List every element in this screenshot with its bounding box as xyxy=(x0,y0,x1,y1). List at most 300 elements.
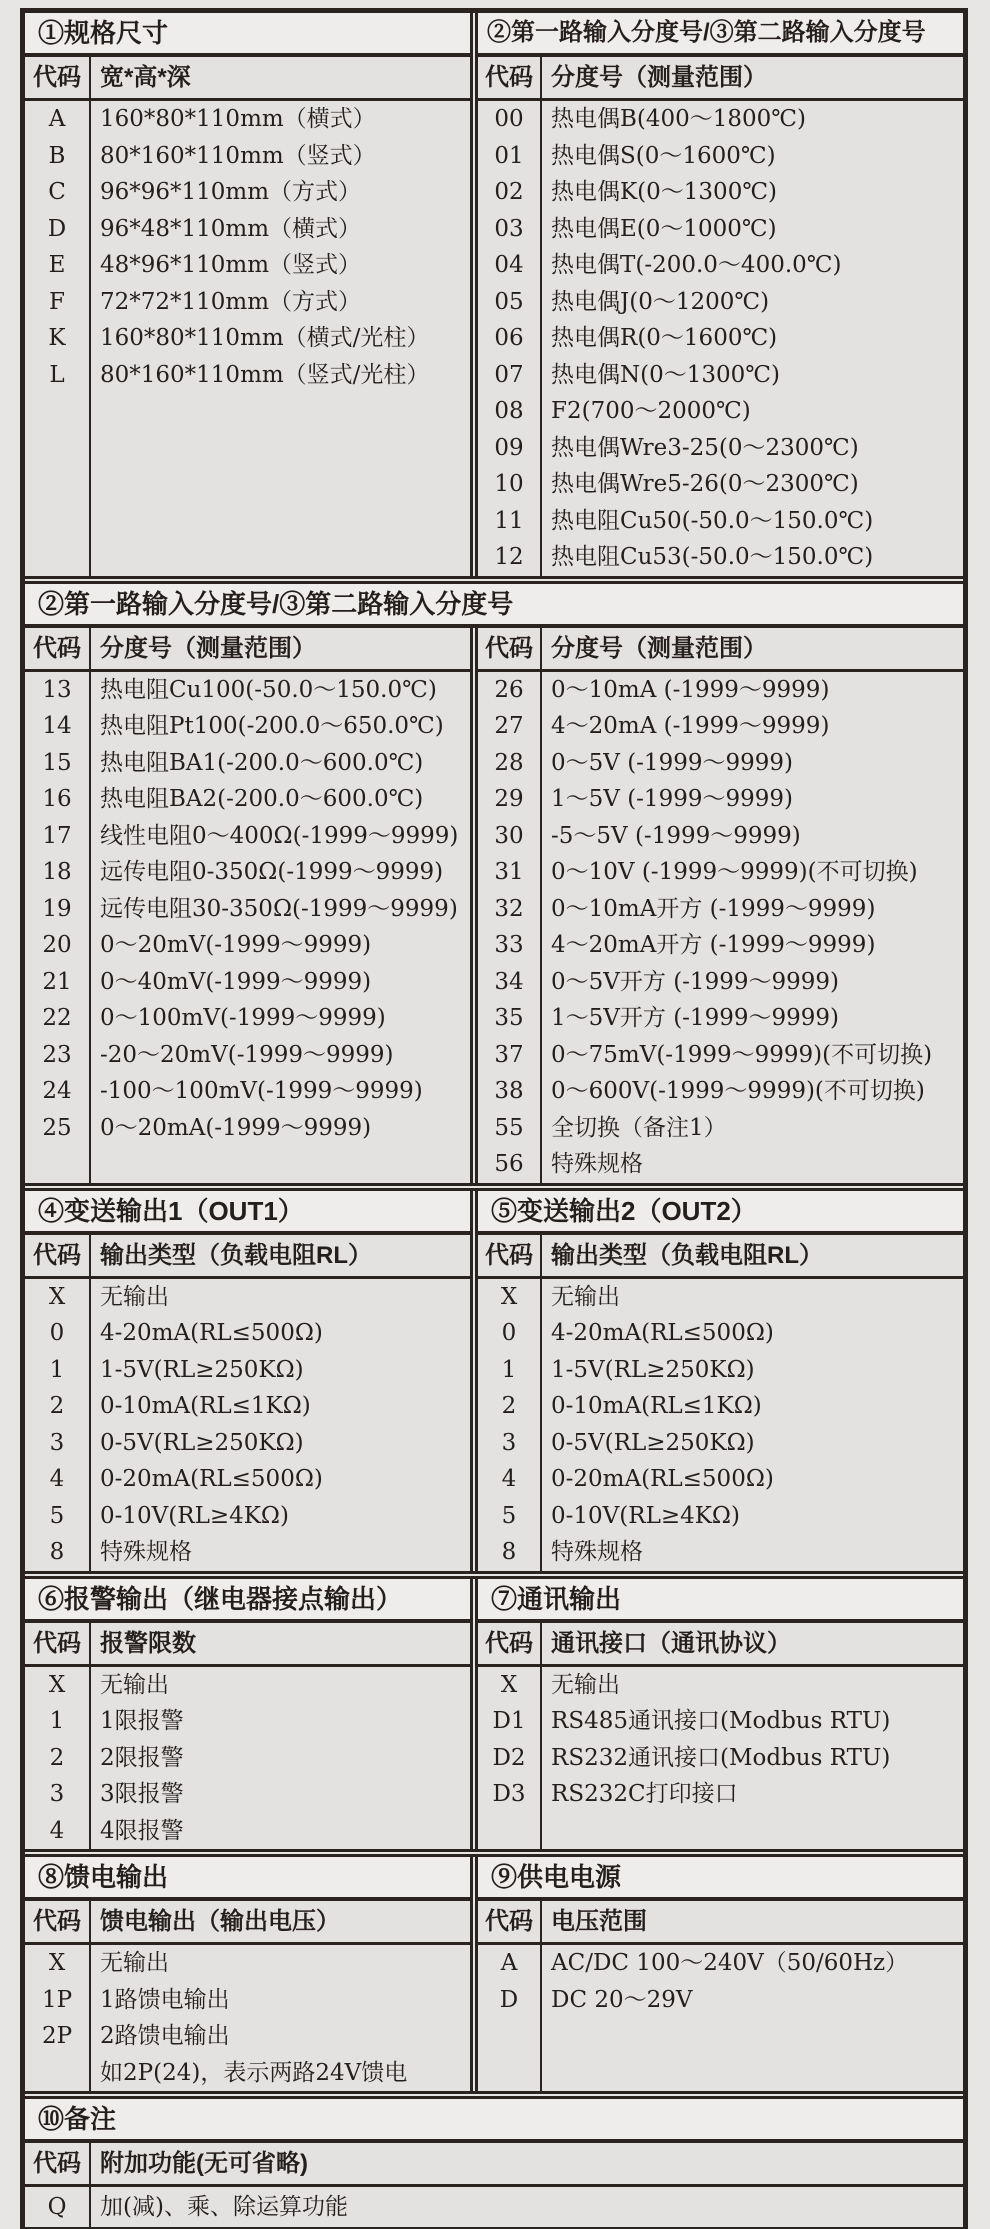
desc-column-label: 输出类型（负载电阻RL） xyxy=(551,1241,823,1269)
desc-cell: 0～10mA (-1999～9999) xyxy=(551,676,830,703)
code-cell: 32 xyxy=(494,895,524,922)
table-row xyxy=(25,2187,963,2227)
code-cell: 1 xyxy=(49,1708,65,1734)
desc-column-label: 宽*高*深 xyxy=(100,64,191,91)
code-column-label: 代码 xyxy=(485,1241,533,1269)
code-cell: 4 xyxy=(49,1817,65,1844)
alarm-column-header xyxy=(25,1623,470,1667)
table-row xyxy=(25,927,470,964)
table-row xyxy=(478,927,963,964)
table-row xyxy=(25,1315,470,1352)
power-column-header xyxy=(478,1901,963,1945)
desc-cell: 特殊规格 xyxy=(551,1539,643,1565)
table-row xyxy=(478,1352,963,1389)
table-row xyxy=(478,1388,963,1425)
desc-cell: 4～20mA (-1999～9999) xyxy=(551,713,830,739)
table-row xyxy=(25,1703,470,1740)
desc-cell: 0-20mA(RL≤500Ω) xyxy=(551,1466,774,1492)
code-cell: 02 xyxy=(494,179,524,205)
input-b-right-column-header xyxy=(478,628,963,672)
code-cell: 56 xyxy=(494,1151,524,1177)
table-row xyxy=(478,818,963,855)
desc-column-label: 分度号（测量范围） xyxy=(100,634,316,662)
desc-cell: RS232通讯接口(Modbus RTU) xyxy=(551,1744,891,1771)
section-title-input-b: ②第一路输入分度号/③第二路输入分度号 xyxy=(25,584,963,628)
code-cell: 0 xyxy=(501,1320,517,1346)
code-cell: 37 xyxy=(494,1041,524,1068)
code-cell: K xyxy=(48,325,66,351)
section-alarm xyxy=(25,1579,470,1850)
table-row xyxy=(25,708,470,745)
section-title-power: ⑨供电电源 xyxy=(478,1857,963,1901)
desc-cell: 热电偶J(0～1200℃) xyxy=(551,288,770,315)
desc-cell: 0～20mA(-1999～9999) xyxy=(100,1114,372,1141)
vertical-divider xyxy=(470,1191,478,1571)
code-column-label: 代码 xyxy=(33,1908,81,1935)
code-cell: 16 xyxy=(42,786,72,812)
desc-cell: 热电阻BA1(-200.0～600.0℃) xyxy=(100,749,424,776)
desc-cell: 0～5V (-1999～9999) xyxy=(551,749,793,776)
desc-cell: 160*80*110mm（横式） xyxy=(100,106,376,132)
section-feed xyxy=(25,1857,470,2091)
table-row xyxy=(25,1813,470,1850)
code-cell xyxy=(25,2055,89,2092)
desc-cell: 全切换（备注1） xyxy=(551,1114,727,1141)
table-row xyxy=(25,1425,470,1462)
alarm-panel xyxy=(25,1623,470,1850)
desc-cell: 96*48*110mm（横式） xyxy=(100,215,362,242)
desc-cell: 0-5V(RL≥250KΩ) xyxy=(551,1429,755,1456)
code-cell: Q xyxy=(47,2194,67,2220)
table-row xyxy=(25,1667,470,1704)
section-title-remark: ⑩备注 xyxy=(25,2099,963,2143)
feed-rows xyxy=(25,1945,470,2091)
vertical-divider xyxy=(470,628,478,1183)
table-row xyxy=(25,672,470,709)
table-row xyxy=(25,1740,470,1777)
band-input-b xyxy=(25,628,963,1183)
spec-rows xyxy=(25,101,470,393)
code-cell: 29 xyxy=(494,786,524,812)
desc-cell: RS232C打印接口 xyxy=(551,1781,738,1807)
table-row xyxy=(25,781,470,818)
desc-cell: 热电偶B(400～1800℃) xyxy=(551,106,807,132)
code-cell: X xyxy=(500,1671,518,1698)
table-row xyxy=(478,708,963,745)
table-row xyxy=(478,1110,963,1147)
code-cell: 07 xyxy=(494,361,524,388)
table-row xyxy=(478,1461,963,1498)
table-row xyxy=(25,1388,470,1425)
desc-cell: 远传电阻30-350Ω(-1999～9999) xyxy=(100,895,458,922)
table-row xyxy=(478,1146,963,1183)
table-row xyxy=(25,1110,470,1147)
input-b-right-panel xyxy=(478,628,963,1183)
code-column-label: 代码 xyxy=(485,1629,533,1657)
section-input-a xyxy=(478,13,963,576)
desc-cell: 0～10mA开方 (-1999～9999) xyxy=(551,895,876,922)
desc-cell: 0-10mA(RL≤1KΩ) xyxy=(100,1393,311,1419)
code-column-label: 代码 xyxy=(33,634,81,662)
table-row xyxy=(478,1534,963,1571)
code-cell: D xyxy=(499,1986,519,2013)
table-row xyxy=(25,357,470,394)
section-title-out2: ⑤变送输出2（OUT2） xyxy=(478,1191,963,1235)
code-cell: 4 xyxy=(49,1466,65,1492)
section-title-spec: ①规格尺寸 xyxy=(25,13,470,57)
input-a-rows xyxy=(478,101,963,576)
desc-cell: 0-20mA(RL≤500Ω) xyxy=(100,1466,323,1492)
desc-cell: AC/DC 100～240V（50/60Hz） xyxy=(551,1950,909,1976)
table-row xyxy=(478,211,963,248)
desc-cell: 4～20mA开方 (-1999～9999) xyxy=(551,932,876,958)
desc-cell: 96*96*110mm（方式） xyxy=(100,179,362,205)
table-row xyxy=(478,1703,963,1740)
table-row xyxy=(25,138,470,175)
desc-cell: 无输出 xyxy=(100,1283,169,1310)
desc-cell: 热电偶R(0～1600℃) xyxy=(551,325,778,351)
desc-cell: 0～40mV(-1999～9999) xyxy=(100,968,372,995)
desc-cell: DC 20～29V xyxy=(551,1986,693,2013)
desc-cell: 1路馈电输出 xyxy=(100,1986,230,2013)
feed-column-header xyxy=(25,1901,470,1945)
desc-cell: 0～5V开方 (-1999～9999) xyxy=(551,968,839,995)
feed-panel xyxy=(25,1901,470,2091)
code-cell: A xyxy=(500,1950,518,1976)
desc-cell: -20～20mV(-1999～9999) xyxy=(100,1041,394,1068)
table-row xyxy=(478,854,963,891)
band-outputs xyxy=(25,1191,963,1571)
table-row xyxy=(478,393,963,430)
code-cell: X xyxy=(48,1950,66,1976)
input-b-left-column-header xyxy=(25,628,470,672)
desc-cell: 热电偶Wre5-26(0～2300℃) xyxy=(551,471,859,497)
desc-cell: 1限报警 xyxy=(100,1708,184,1734)
code-cell: 20 xyxy=(42,932,72,958)
section-power xyxy=(478,1857,963,2091)
code-cell: 25 xyxy=(42,1114,72,1141)
code-column-label: 代码 xyxy=(485,64,533,91)
code-cell: 01 xyxy=(494,142,524,169)
section-title-feed: ⑧馈电输出 xyxy=(25,1857,470,1901)
desc-cell: 4-20mA(RL≤500Ω) xyxy=(551,1320,774,1346)
desc-cell: 无输出 xyxy=(100,1671,169,1698)
input-b-left-rows xyxy=(25,672,470,1147)
desc-cell: 0-5V(RL≥250KΩ) xyxy=(100,1429,304,1456)
code-cell: 21 xyxy=(42,968,72,995)
desc-cell: 1-5V(RL≥250KΩ) xyxy=(100,1356,304,1383)
code-cell: 2 xyxy=(49,1744,65,1771)
code-cell: 09 xyxy=(494,434,524,461)
code-cell: 1 xyxy=(501,1356,517,1383)
out2-column-header xyxy=(478,1235,963,1279)
desc-cell: 0～20mV(-1999～9999) xyxy=(100,932,372,958)
code-cell: 1P xyxy=(41,1986,73,2013)
desc-cell: 72*72*110mm（方式） xyxy=(100,288,362,315)
table-row xyxy=(25,1945,470,1982)
desc-column-label: 馈电输出（输出电压） xyxy=(100,1908,340,1935)
table-row xyxy=(478,672,963,709)
code-cell: 12 xyxy=(494,544,524,570)
desc-column-label: 附加功能(无可省略) xyxy=(100,2150,308,2177)
desc-cell: 0～600V(-1999～9999)(不可切换) xyxy=(551,1078,925,1104)
code-cell: 24 xyxy=(42,1078,72,1104)
desc-cell: 2限报警 xyxy=(100,1744,184,1771)
input-b-right xyxy=(478,628,963,1183)
code-cell: 14 xyxy=(42,713,72,739)
desc-column-label: 输出类型（负载电阻RL） xyxy=(100,1241,372,1269)
input-b-left xyxy=(25,628,470,1183)
section-comm xyxy=(478,1579,963,1850)
table-row xyxy=(25,1352,470,1389)
horizontal-divider xyxy=(25,1571,963,1579)
desc-cell: 热电阻Cu100(-50.0～150.0℃) xyxy=(100,676,437,703)
code-cell: D3 xyxy=(492,1781,526,1807)
desc-cell: 80*160*110mm（竖式） xyxy=(100,142,376,169)
table-row xyxy=(25,1461,470,1498)
desc-cell: 1～5V (-1999～9999) xyxy=(551,786,793,812)
section-spec xyxy=(25,13,470,576)
desc-cell: 0-10V(RL≥4KΩ) xyxy=(100,1502,289,1529)
code-cell: 31 xyxy=(494,859,524,885)
code-cell: 22 xyxy=(42,1005,72,1031)
desc-cell: 特殊规格 xyxy=(551,1151,643,1177)
table-row xyxy=(25,891,470,928)
desc-cell: 2路馈电输出 xyxy=(100,2023,230,2049)
table-row xyxy=(478,1315,963,1352)
table-row xyxy=(478,247,963,284)
desc-cell: 加(减)、乘、除运算功能 xyxy=(100,2194,348,2220)
code-cell: 23 xyxy=(42,1041,72,1068)
table-row xyxy=(478,466,963,503)
code-cell: F xyxy=(49,288,65,315)
code-column-label: 代码 xyxy=(33,2150,81,2177)
code-column-label: 代码 xyxy=(33,1629,81,1657)
desc-cell: 远传电阻0-350Ω(-1999～9999) xyxy=(100,859,444,885)
code-cell: 19 xyxy=(42,895,72,922)
table-row xyxy=(25,1000,470,1037)
desc-cell: 热电阻BA2(-200.0～600.0℃) xyxy=(100,786,424,812)
code-cell: 0 xyxy=(49,1320,65,1346)
desc-cell: 热电阻Cu50(-50.0～150.0℃) xyxy=(551,507,874,534)
table-row xyxy=(478,138,963,175)
desc-cell: 特殊规格 xyxy=(100,1539,192,1565)
section-out1 xyxy=(25,1191,470,1571)
code-cell: 34 xyxy=(494,968,524,995)
table-row xyxy=(478,1037,963,1074)
table-row xyxy=(25,1982,470,2019)
desc-cell: 0～100mV(-1999～9999) xyxy=(100,1005,386,1031)
table-row xyxy=(478,1982,963,2019)
spec-column-header xyxy=(25,57,470,101)
code-cell: 30 xyxy=(494,822,524,849)
table-row xyxy=(25,1037,470,1074)
code-cell: 18 xyxy=(42,859,72,885)
desc-cell: 4-20mA(RL≤500Ω) xyxy=(100,1320,323,1346)
desc-cell: 线性电阻0～400Ω(-1999～9999) xyxy=(100,822,459,849)
table-row xyxy=(478,430,963,467)
remark-rows xyxy=(25,2187,963,2227)
remark-column-header xyxy=(25,2143,963,2187)
code-column-label: 代码 xyxy=(33,1241,81,1269)
code-cell: 04 xyxy=(494,252,524,278)
vertical-divider xyxy=(470,1857,478,2091)
table-row xyxy=(478,1945,963,1982)
table-row xyxy=(478,745,963,782)
code-cell: 3 xyxy=(49,1429,65,1456)
desc-cell: -100～100mV(-1999～9999) xyxy=(100,1078,423,1104)
table-row xyxy=(478,1498,963,1535)
desc-cell: 160*80*110mm（横式/光柱） xyxy=(100,325,430,351)
input-a-column-header xyxy=(478,57,963,101)
code-cell: D xyxy=(47,215,67,242)
code-cell: 2 xyxy=(49,1393,65,1419)
table-row xyxy=(478,101,963,138)
out1-panel xyxy=(25,1235,470,1571)
table-row xyxy=(25,2055,470,2092)
code-cell: 13 xyxy=(42,676,72,703)
code-cell: 2 xyxy=(501,1393,517,1419)
desc-cell: 80*160*110mm（竖式/光柱） xyxy=(100,361,430,388)
table-row xyxy=(478,1667,963,1704)
code-cell: 1 xyxy=(49,1356,65,1383)
horizontal-divider xyxy=(25,1183,963,1191)
desc-cell: 1～5V开方 (-1999～9999) xyxy=(551,1005,839,1031)
desc-cell: 3限报警 xyxy=(100,1781,184,1807)
code-cell: 5 xyxy=(501,1502,517,1529)
table-row xyxy=(478,781,963,818)
band-spec-and-input xyxy=(25,13,963,576)
out2-panel xyxy=(478,1235,963,1571)
out1-rows xyxy=(25,1279,470,1571)
code-cell: 28 xyxy=(494,749,524,776)
comm-panel xyxy=(478,1623,963,1850)
spec-panel xyxy=(25,57,470,576)
code-cell: 08 xyxy=(494,398,524,424)
code-cell: 15 xyxy=(42,749,72,776)
table-row xyxy=(25,320,470,357)
code-cell: 8 xyxy=(501,1539,517,1565)
table-row xyxy=(478,539,963,576)
table-row xyxy=(478,1073,963,1110)
code-cell: 17 xyxy=(42,822,72,849)
desc-cell: 0-10V(RL≥4KΩ) xyxy=(551,1502,740,1529)
code-cell: 05 xyxy=(494,288,524,315)
code-cell: 26 xyxy=(494,676,524,703)
table-row xyxy=(25,1073,470,1110)
code-cell: 3 xyxy=(49,1781,65,1807)
table-row xyxy=(478,1740,963,1777)
desc-column-label: 分度号（测量范围） xyxy=(551,64,767,91)
code-cell: 33 xyxy=(494,932,524,958)
code-cell: 8 xyxy=(49,1539,65,1565)
code-cell: 55 xyxy=(494,1114,524,1141)
code-cell: A xyxy=(48,106,66,132)
code-cell: 03 xyxy=(494,215,524,242)
vertical-divider xyxy=(470,1579,478,1850)
code-cell: 5 xyxy=(49,1502,65,1529)
table-row xyxy=(478,357,963,394)
code-cell: X xyxy=(500,1283,518,1310)
desc-cell: 0-10mA(RL≤1KΩ) xyxy=(551,1393,762,1419)
code-cell: D1 xyxy=(492,1708,526,1734)
table-row xyxy=(25,284,470,321)
code-cell: 4 xyxy=(501,1466,517,1492)
desc-cell: 热电偶T(-200.0～400.0℃) xyxy=(551,252,842,278)
code-cell: D2 xyxy=(492,1744,526,1771)
code-cell: 27 xyxy=(494,713,524,739)
table-row xyxy=(25,818,470,855)
table-row xyxy=(478,174,963,211)
input-b-left-panel xyxy=(25,628,470,1183)
horizontal-divider xyxy=(25,2091,963,2099)
desc-column-label: 通讯接口（通讯协议） xyxy=(551,1629,791,1657)
power-panel xyxy=(478,1901,963,2091)
code-column-label: 代码 xyxy=(33,64,81,91)
band-alarm-comm xyxy=(25,1579,963,1850)
desc-cell: 热电阻Cu53(-50.0～150.0℃) xyxy=(551,544,874,570)
horizontal-divider xyxy=(25,1849,963,1857)
code-cell: B xyxy=(48,142,66,169)
table-row xyxy=(478,320,963,357)
code-cell: 2P xyxy=(41,2023,73,2049)
desc-cell: 无输出 xyxy=(551,1671,620,1698)
table-row xyxy=(25,1279,470,1316)
desc-cell: 无输出 xyxy=(100,1950,169,1976)
input-b-right-rows xyxy=(478,672,963,1183)
desc-cell: 0～75mV(-1999～9999)(不可切换) xyxy=(551,1041,933,1068)
code-cell: 38 xyxy=(494,1078,524,1104)
desc-cell: 48*96*110mm（竖式） xyxy=(100,252,362,278)
desc-cell: 热电偶Wre3-25(0～2300℃) xyxy=(551,434,859,461)
desc-cell: 热电阻Pt100(-200.0～650.0℃) xyxy=(100,713,444,739)
table-row xyxy=(25,745,470,782)
desc-cell: 如2P(24)，表示两路24V馈电 xyxy=(100,2059,408,2086)
comm-column-header xyxy=(478,1623,963,1667)
code-cell: C xyxy=(48,179,66,205)
code-cell: 35 xyxy=(494,1005,524,1031)
desc-column-label: 分度号（测量范围） xyxy=(551,634,767,662)
table-row xyxy=(25,174,470,211)
table-row xyxy=(25,2018,470,2055)
section-title-input-a: ②第一路输入分度号/③第二路输入分度号 xyxy=(478,13,963,57)
desc-column-label: 电压范围 xyxy=(551,1908,647,1935)
table-row xyxy=(478,1279,963,1316)
table-row xyxy=(478,284,963,321)
desc-cell: RS485通讯接口(Modbus RTU) xyxy=(551,1708,891,1734)
code-cell: 10 xyxy=(494,471,524,497)
alarm-rows xyxy=(25,1667,470,1850)
code-column-label: 代码 xyxy=(485,1908,533,1935)
section-title-out1: ④变送输出1（OUT1） xyxy=(25,1191,470,1235)
code-cell: X xyxy=(48,1283,66,1310)
desc-cell: 4限报警 xyxy=(100,1817,184,1844)
table-row xyxy=(25,964,470,1001)
code-cell: 00 xyxy=(494,106,524,132)
desc-cell: 热电偶K(0～1300℃) xyxy=(551,179,778,205)
table-row xyxy=(478,503,963,540)
code-column-label: 代码 xyxy=(485,634,533,662)
desc-cell: 1-5V(RL≥250KΩ) xyxy=(551,1356,755,1383)
table-row xyxy=(478,1776,963,1813)
desc-column-label: 报警限数 xyxy=(100,1629,196,1657)
table-row xyxy=(25,1534,470,1571)
horizontal-divider xyxy=(25,576,963,584)
desc-cell: 热电偶N(0～1300℃) xyxy=(551,361,780,388)
code-cell: 3 xyxy=(501,1429,517,1456)
section-out2 xyxy=(478,1191,963,1571)
desc-cell: F2(700～2000℃) xyxy=(551,398,751,424)
